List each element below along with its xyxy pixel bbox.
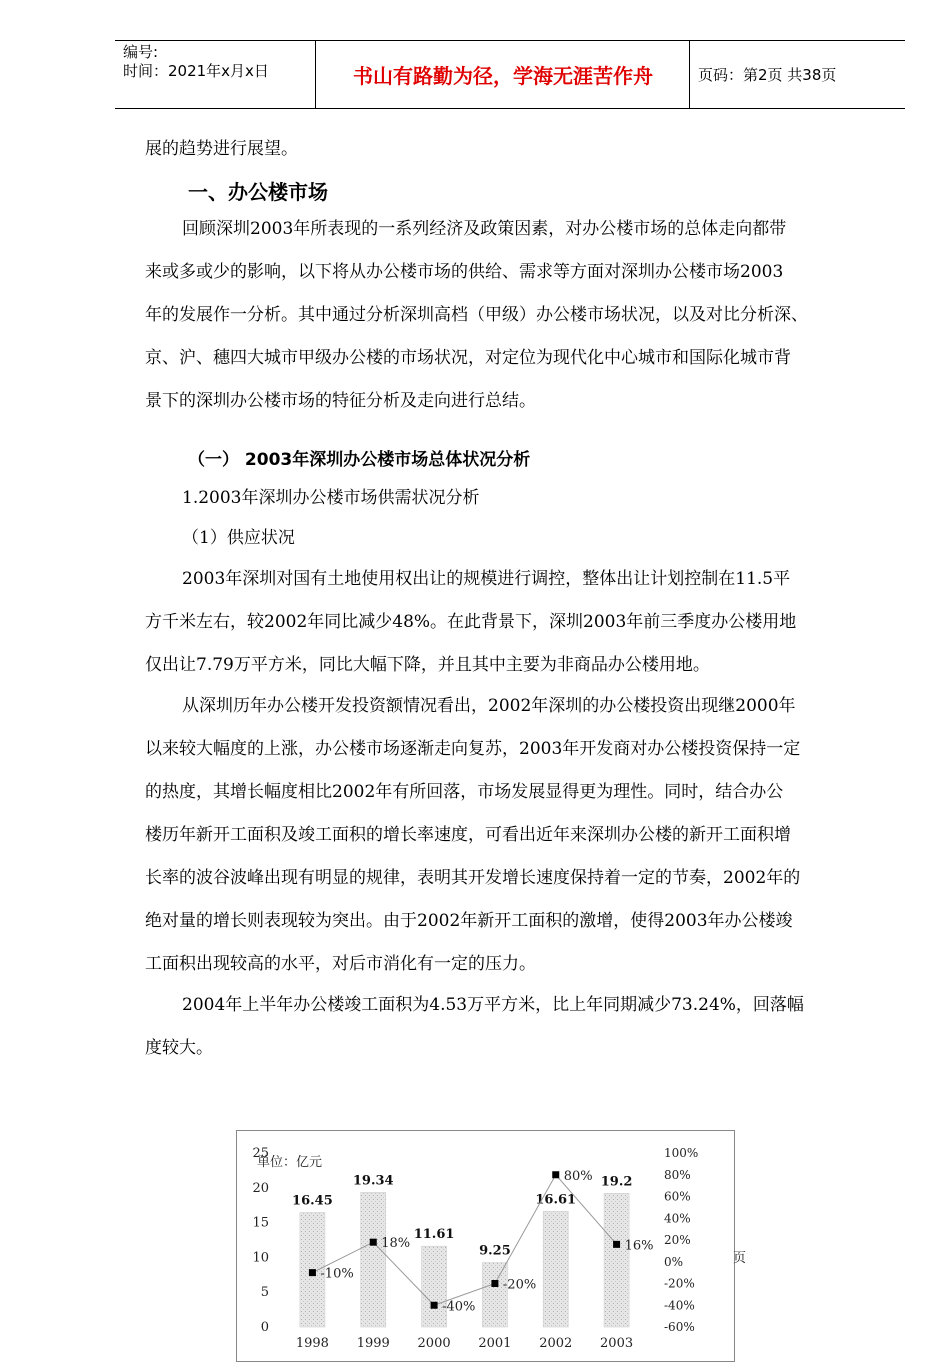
serial-label: 编号: [123, 43, 159, 61]
y-tick-label-left: 10 [252, 1250, 269, 1266]
paragraph-line: 楼历年新开工面积及竣工面积的增长率速度，可看出近年来深圳办公楼的新开工面积增 [145, 825, 791, 845]
paragraph-line: 景下的深圳办公楼市场的特征分析及走向进行总结。 [145, 391, 536, 411]
bar-value-label: 19.2 [600, 1174, 633, 1190]
paragraph-line: 绝对量的增长则表现较为突出。由于2002年新开工面积的激增，使得2003年办公楼竣 [145, 911, 793, 931]
x-tick-label: 1999 [356, 1336, 390, 1351]
intro-line: 展的趋势进行展望。 [145, 139, 298, 159]
page-info: 页码：第2页 共38页 [698, 66, 837, 84]
bar [604, 1193, 629, 1327]
y-tick-label-right: 20% [664, 1233, 691, 1247]
bar [422, 1246, 447, 1327]
x-tick-label: 2003 [600, 1336, 634, 1351]
bar-value-label: 11.61 [413, 1227, 455, 1243]
growth-label: -20% [502, 1277, 537, 1293]
growth-label: 16% [624, 1238, 654, 1254]
y-tick-label-right: 40% [664, 1211, 691, 1226]
bar [543, 1211, 568, 1327]
growth-label: 18% [381, 1236, 411, 1252]
bar [482, 1263, 507, 1327]
paragraph-line: 的热度，其增长幅度相比2002年有所回落，市场发展显得更为理性。同时，结合办公 [145, 782, 784, 802]
bar [361, 1192, 386, 1327]
x-tick-label: 2001 [478, 1336, 512, 1351]
bar-value-label: 16.61 [535, 1192, 577, 1208]
paragraph-line: 工面积出现较高的水平，对后市消化有一定的压力。 [145, 954, 536, 974]
paragraph-line: 来或多或少的影响，以下将从办公楼市场的供给、需求等方面对深圳办公楼市场2003 [145, 262, 784, 282]
paragraph-line: 长率的波谷波峰出现有明显的规律，表明其开发增长速度保持着一定的节奏，2002年的 [145, 868, 801, 888]
growth-marker [370, 1239, 377, 1246]
bar-value-label: 16.45 [292, 1193, 333, 1209]
growth-label: -40% [442, 1299, 476, 1315]
x-tick-label: 2002 [539, 1336, 573, 1351]
growth-marker [613, 1241, 620, 1248]
paragraph-line: 从深圳历年办公楼开发投资额情况看出，2002年深圳的办公楼投资出现继2000年 [182, 696, 796, 716]
paragraph-line: 2004年上半年办公楼竣工面积为4.53万平方米，比上年同期减少73.24%，回落幅 [182, 995, 804, 1015]
y-tick-label-right: 80% [664, 1167, 691, 1182]
y-tick-label-right: 60% [664, 1189, 691, 1204]
header-meta [123, 43, 269, 81]
growth-label: 80% [563, 1168, 593, 1184]
y-tick-label-right: 100% [664, 1146, 699, 1160]
paragraph-line: 度较大。 [145, 1038, 213, 1058]
y-tick-label-right: -40% [664, 1298, 695, 1313]
unit-label: 单位：亿元 [257, 1155, 323, 1170]
y-tick-label-right: -60% [664, 1320, 695, 1334]
growth-marker [552, 1171, 559, 1178]
chart-canvas [237, 1131, 734, 1351]
subsection-title: （1）供应状况 [182, 528, 295, 548]
y-tick-label-right: -20% [664, 1276, 695, 1291]
growth-marker [491, 1280, 498, 1287]
header-motto: 书山有路勤为径，学海无涯苦作舟 [353, 64, 653, 88]
y-tick-label-left: 20 [252, 1180, 269, 1196]
paragraph-line: 以来较大幅度的上涨，办公楼市场逐渐走向复苏，2003年开发商对办公楼投资保持一定 [145, 739, 801, 759]
subsection-title: 1.2003年深圳办公楼市场供需状况分析 [182, 488, 480, 508]
paragraph-line: 仅出让7.79万平方米，同比大幅下降，并且其中主要为非商品办公楼用地。 [145, 655, 710, 675]
growth-marker [431, 1302, 438, 1309]
paragraph-line: 2003年深圳对国有土地使用权出让的规模进行调控，整体出让计划控制在11.5平 [182, 569, 791, 589]
x-tick-label: 1998 [295, 1336, 329, 1351]
paragraph-line: 年的发展作一分析。其中通过分析深圳高档（甲级）办公楼市场状况，以及对比分析深、 [145, 305, 808, 325]
time-label: 时间：2021年x月x日 [123, 62, 269, 80]
paragraph-line: 方千米左右，较2002年同比减少48%。在此背景下，深圳2003年前三季度办公楼用地 [145, 612, 797, 632]
growth-label: -10% [320, 1266, 354, 1282]
y-tick-label-left: 5 [260, 1285, 269, 1301]
page-header [115, 40, 905, 109]
investment-chart [236, 1130, 735, 1362]
growth-marker [309, 1269, 316, 1276]
header-divider [689, 41, 690, 108]
paragraph-line: 京、沪、穗四大城市甲级办公楼的市场状况，对定位为现代化中心城市和国际化城市背 [145, 348, 791, 368]
y-tick-label-left: 25 [252, 1146, 269, 1161]
y-tick-label-right: 0% [664, 1254, 684, 1269]
paragraph-line: 回顾深圳2003年所表现的一系列经济及政策因素，对办公楼市场的总体走向都带 [182, 219, 787, 239]
y-tick-label-left: 0 [260, 1320, 269, 1335]
y-tick-label-left: 15 [252, 1215, 269, 1231]
x-tick-label: 2000 [417, 1336, 451, 1351]
section-heading: 一、办公楼市场 [188, 180, 328, 204]
bar-value-label: 19.34 [352, 1173, 394, 1189]
bar-value-label: 9.25 [479, 1243, 511, 1259]
side-text: 页 [733, 1251, 747, 1266]
subsection-heading: （一） 2003年深圳办公楼市场总体状况分析 [188, 450, 531, 470]
